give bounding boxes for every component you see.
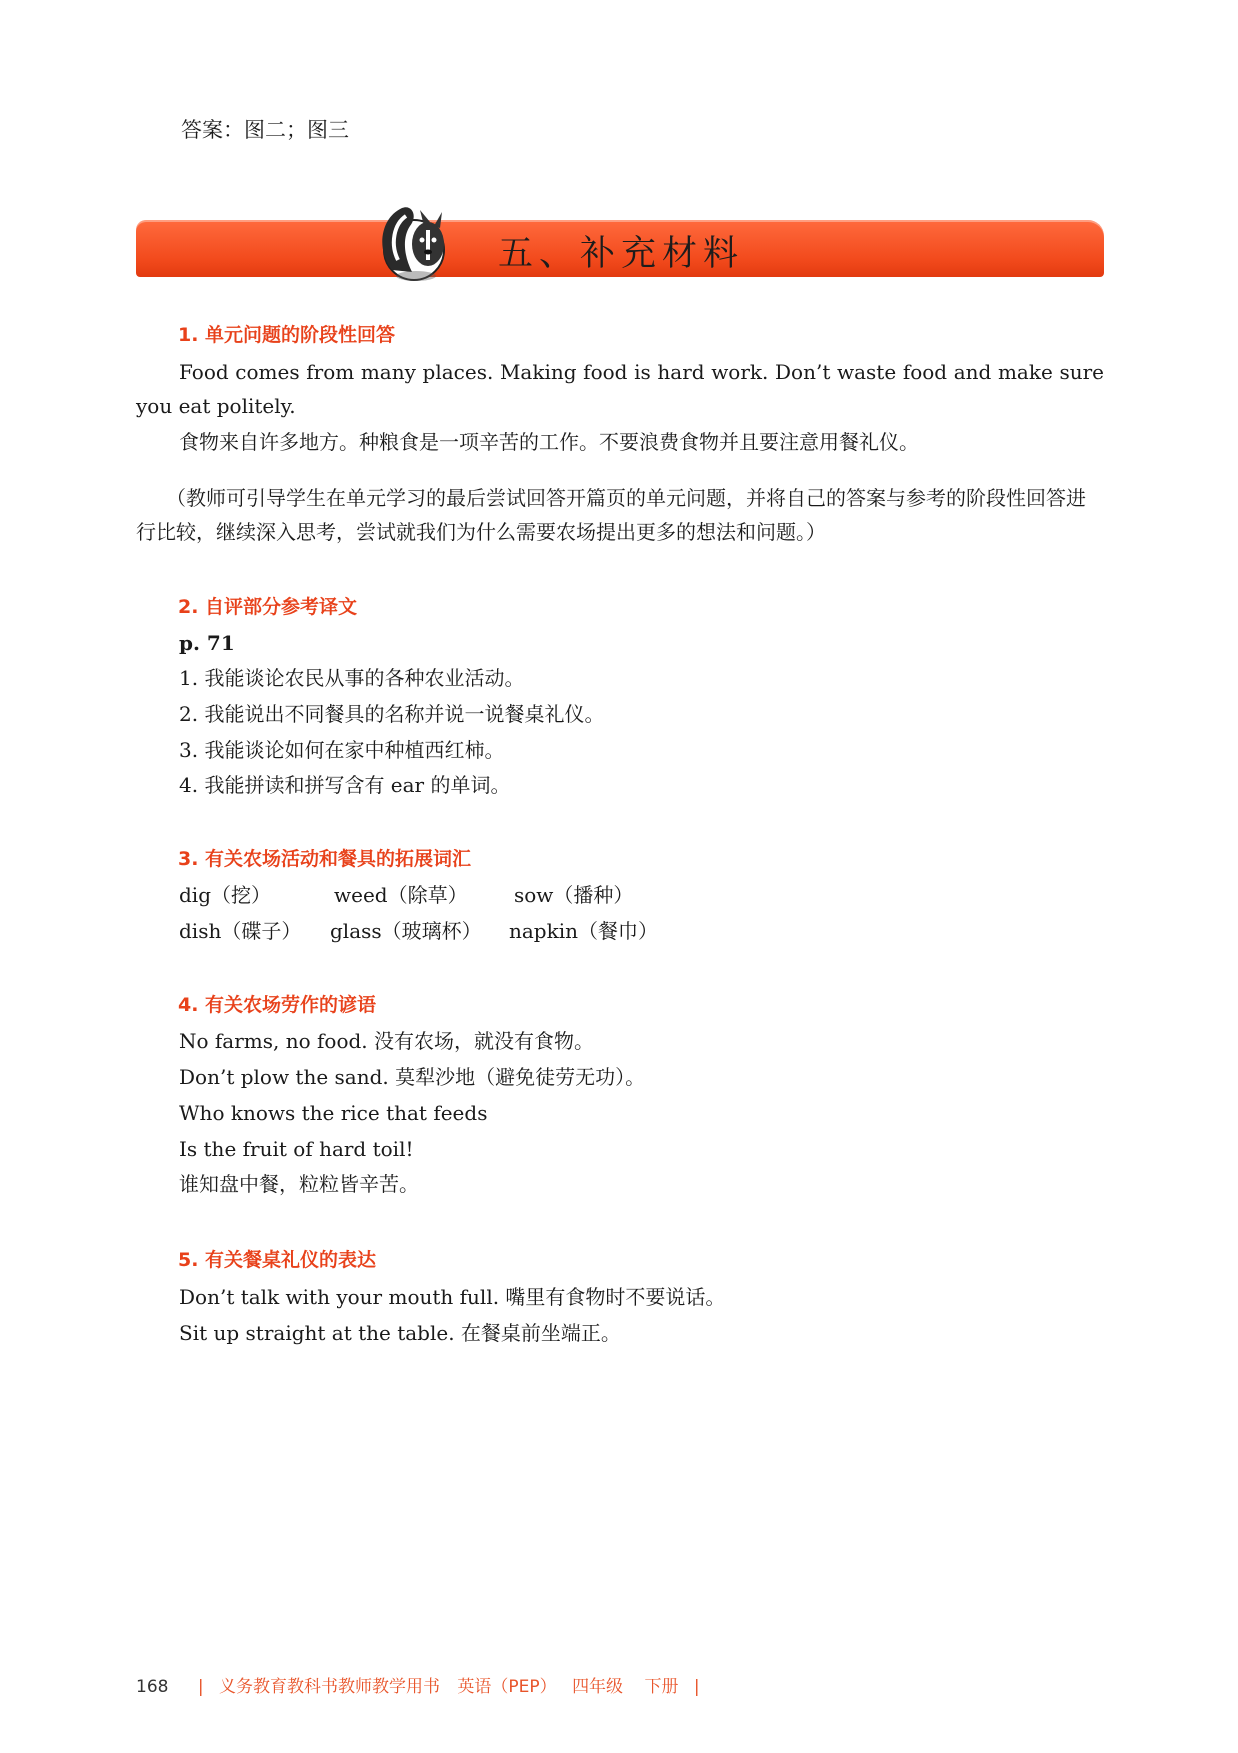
self-assessment-page: p. 71 bbox=[179, 631, 235, 655]
vocab-item: sow（播种） bbox=[514, 883, 634, 907]
subject-label: 英语（PEP） bbox=[457, 1677, 557, 1697]
section4-heading: 4. 有关农场劳作的谚语 bbox=[178, 994, 377, 1016]
self-assessment-item: 3. 我能谈论如何在家中种植西红柿。 bbox=[179, 738, 505, 762]
proverb-line: Who knows the rice that feeds bbox=[179, 1101, 488, 1125]
proverb-line: No farms, no food. 没有农场，就没有食物。 bbox=[179, 1029, 595, 1053]
section3-heading: 3. 有关农场活动和餐具的拓展词汇 bbox=[178, 848, 472, 870]
answer-line: 答案：图二；图三 bbox=[181, 118, 349, 142]
footer-divider: | bbox=[197, 1677, 204, 1697]
vocab-item: weed（除草） bbox=[334, 883, 468, 907]
section1-note: （教师可引导学生在单元学习的最后尝试回答开篇页的单元问题，并将自己的答案与参考的阶段性回答进行比较，继续深入思考，尝试就我们为什么需要农场提出更多的想法和问题。） bbox=[136, 486, 1086, 544]
volume-label: 下册 bbox=[644, 1677, 679, 1697]
vocab-item: dig（挖） bbox=[179, 883, 272, 907]
self-assessment-item: 2. 我能说出不同餐具的名称并说一说餐桌礼仪。 bbox=[179, 702, 605, 726]
self-assessment-item: 4. 我能拼读和拼写含有 ear 的单词。 bbox=[179, 773, 511, 797]
etiquette-line: Don’t talk with your mouth full. 嘴里有食物时不要说话。 bbox=[179, 1285, 726, 1309]
skunk-mascot-icon bbox=[372, 200, 460, 284]
vocab-item: glass（玻璃杯） bbox=[330, 919, 482, 943]
etiquette-line: Sit up straight at the table. 在餐桌前坐端正。 bbox=[179, 1321, 621, 1345]
section1-chinese: 食物来自许多地方。种粮食是一项辛苦的工作。不要浪费食物并且要注意用餐礼仪。 bbox=[179, 430, 919, 454]
proverb-line: Don’t plow the sand. 莫犁沙地（避免徒劳无功）。 bbox=[179, 1065, 646, 1089]
vocab-item: napkin（餐巾） bbox=[509, 919, 659, 943]
self-assessment-item: 1. 我能谈论农民从事的各种农业活动。 bbox=[179, 666, 525, 690]
footer-divider: | bbox=[693, 1677, 700, 1697]
page-number: 168 bbox=[136, 1677, 169, 1697]
section2-heading: 2. 自评部分参考译文 bbox=[178, 596, 358, 618]
section1-heading: 1. 单元问题的阶段性回答 bbox=[178, 324, 396, 346]
section5-heading: 5. 有关餐桌礼仪的表达 bbox=[178, 1249, 377, 1271]
proverb-line: Is the fruit of hard toil! bbox=[179, 1137, 414, 1161]
banner-title: 五、补充材料 bbox=[498, 234, 745, 274]
vocab-item: dish（碟子） bbox=[179, 919, 302, 943]
section1-english: Food comes from many places. Making food is hard work. Don’t waste food and make sure you eat politely. bbox=[136, 360, 1104, 418]
grade-label: 四年级 bbox=[572, 1677, 624, 1697]
book-title: 义务教育教科书教师教学用书 bbox=[219, 1677, 440, 1697]
page-footer bbox=[136, 1672, 710, 1697]
proverb-line: 谁知盘中餐，粒粒皆辛苦。 bbox=[179, 1172, 419, 1196]
